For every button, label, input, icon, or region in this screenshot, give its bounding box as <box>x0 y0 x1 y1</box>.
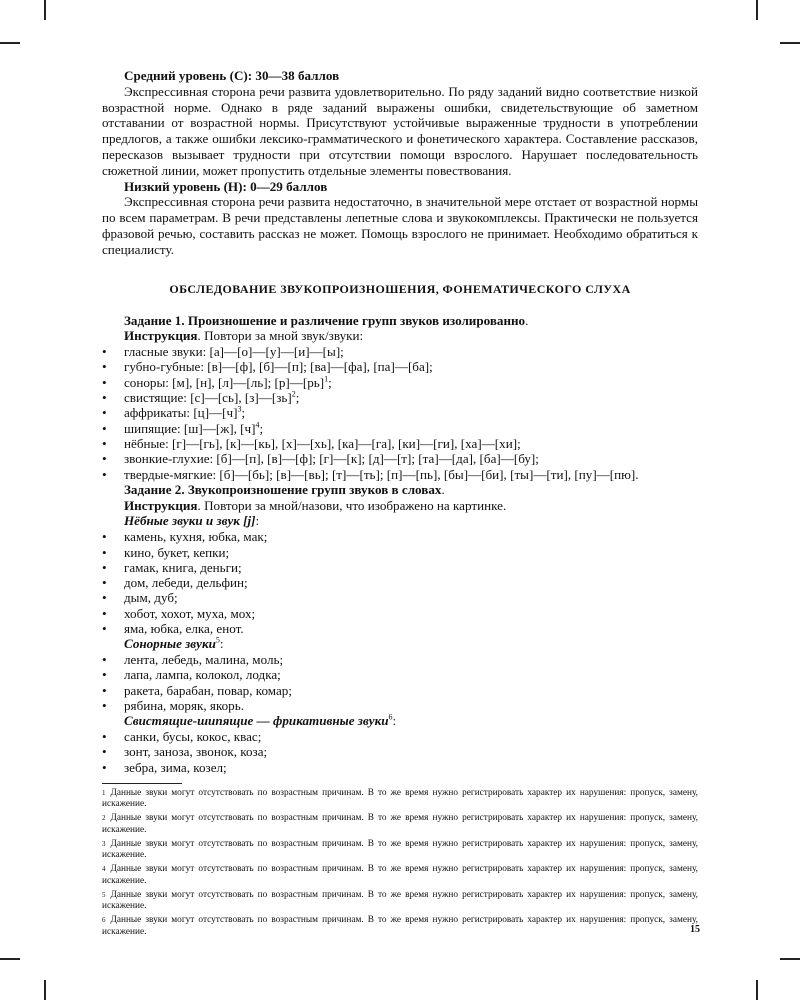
list-item: • лента, лебедь, малина, моль; <box>102 652 698 667</box>
crop-mark-top-left <box>44 0 46 20</box>
list-item: • губно-губные: [в]—[ф], [б]—[п]; [ва]—[фа], [па]—[ба]; <box>102 359 698 374</box>
task1-title: Задание 1. Произношение и различение групп звуков изолированно <box>124 312 526 328</box>
list-item: • твердые-мягкие: [б]—[бь]; [в]—[вь]; [т]—[ть]; [п]—[пь], [бы]—[би], [ты]—[ти], [пу]—[пю]. <box>102 467 698 482</box>
list-item: • свистящие: [с]—[сь], [з]—[зь]$^2$; <box>102 390 698 405</box>
footnote: $^6$ Данные звуки могут отсутствовать по возрастным причинам. В то же время нужно регистрировать характер их нарушения: пропуск, замену, искажение. <box>102 915 698 937</box>
crop-mark-bottom-right <box>756 980 758 1000</box>
footnote: $^3$ Данные звуки могут отсутствовать по возрастным причинам. В то же время нужно регистрировать характер их нарушения: пропуск, замену, искажение. <box>102 838 698 861</box>
crop-mark-left-bottom <box>0 958 20 960</box>
task1-instruction-text: . Повтори за мной звук/звуки: <box>197 328 364 344</box>
list-item: • санки, бусы, кокос, квас; <box>102 729 698 744</box>
task2-instruction <box>102 498 698 514</box>
level-n-text: Экспрессивная сторона речи развита недостаточно, в значительной мере отстает от возрастной нормы по всем параметрам. В речи представлены лепетные слова и звукокомплексы. Практически не пользуется фразовой речью, составить рассказ не может. Помощь взрослого не принимает. Необходимо обратиться к специалисту. <box>102 194 698 257</box>
list-item: • кино, букет, кепки; <box>102 545 698 560</box>
footnote-ref: 1 <box>324 374 329 384</box>
list-item: • звонкие-глухие: [б]—[п], [в]—[ф]; [г]—[к]; [д]—[т]; [та]—[да], [ба]—[бу]; <box>102 451 698 466</box>
group-list-fricative <box>102 729 698 775</box>
footnote: $^2$ Данные звуки могут отсутствовать по возрастным причинам. В то же время нужно регистрировать характер их нарушения: пропуск, замену, искажение. <box>102 813 698 835</box>
task2-title-line <box>102 482 698 498</box>
task2-title: Задание 2. Звукопроизношение групп звуков в словах <box>124 481 442 497</box>
group-heading-fricative: Свистящие-шипящие — фрикативные звуки$^6$: <box>124 712 397 729</box>
page-body <box>102 68 698 941</box>
page-number: 15 <box>690 924 700 935</box>
footnote: $^1$ Данные звуки могут отсутствовать по возрастным причинам. В то же время нужно регистрировать характер их нарушения: пропуск, замену, искажение. <box>102 787 698 810</box>
list-item: • ракета, барабан, повар, комар; <box>102 683 698 698</box>
list-item: • гамак, книга, деньги; <box>102 560 698 575</box>
group-list-palatal <box>102 529 698 636</box>
crop-mark-bottom-left <box>44 980 46 1000</box>
group-list-sonorant <box>102 652 698 713</box>
section-title: ОБСЛЕДОВАНИЕ ЗВУКОПРОИЗНОШЕНИЯ, ФОНЕМАТИЧЕСКОГО СЛУХА <box>169 281 631 296</box>
level-n-heading: Низкий уровень (Н): 0—29 баллов <box>124 178 328 194</box>
footnotes <box>102 788 698 939</box>
crop-mark-right-bottom <box>780 958 800 960</box>
footnote-ref: 5 <box>215 635 220 645</box>
list-item: • шипящие: [ш]—[ж], $[ч]^4$; <box>102 421 698 436</box>
footnote-divider <box>102 783 182 784</box>
task2-instruction-text: . Повтори за мной/назови, что изображено на картинке. <box>197 497 507 513</box>
crop-mark-left-top <box>0 42 20 44</box>
list-item: • зебра, зима, козел; <box>102 760 698 775</box>
footnote-ref: 4 <box>255 420 260 430</box>
list-item: • яма, юбка, елка, енот. <box>102 621 698 636</box>
task1-title-end: . <box>525 312 529 328</box>
task2-title-end: . <box>441 481 445 497</box>
task1-list <box>102 344 698 482</box>
level-c-text: Экспрессивная сторона речи развита удовлетворительно. По ряду заданий видно соответствие низкой возрастной норме. Однако в ряде заданий выражены ошибки, свидетельствующие об заметном отставании от возрастной нормы. Присутствуют устойчивые выраженные трудности в употреблении предлогов, а также ошибки лексико-грамматического и фонетического характера. Составление рассказов, пересказов вызывает трудности при отсутствии помощи взрослого. Нарушает последовательность сюжетной линии, может пропустить отдельные элементы повествования. <box>102 83 698 178</box>
footnote-ref: 6 <box>388 712 393 722</box>
crop-mark-right-top <box>780 42 800 44</box>
footnote: $^4$ Данные звуки могут отсутствовать по возрастным причинам. В то же время нужно регистрировать характер их нарушения: пропуск, замену, искажение. <box>102 864 698 886</box>
list-item: • рябина, моряк, якорь. <box>102 698 698 713</box>
list-item: • соноры: [м], [н], [л]—[ль]; [р]—[рь]$^1$; <box>102 375 698 390</box>
crop-mark-top-right <box>756 0 758 20</box>
list-item: • камень, кухня, юбка, мак; <box>102 529 698 544</box>
list-item: • дом, лебеди, дельфин; <box>102 575 698 590</box>
list-item: • хобот, хохот, муха, мох; <box>102 606 698 621</box>
task2-instruction-label: Инструкция <box>124 497 198 513</box>
footnote-ref: 2 <box>291 389 296 399</box>
level-c-heading: Средний уровень (С): 30—38 баллов <box>124 68 340 83</box>
list-item: • нёбные: [г]—[гь], [к]—[кь], [х]—[хь], [ка]—[га], [ки]—[ги], [ха]—[хи]; <box>102 436 698 451</box>
list-item: • аффрикаты: $[ц]—[ч]^3$; <box>102 405 698 420</box>
list-item: • дым, дуб; <box>102 590 698 605</box>
footnote: $^5$ Данные звуки могут отсутствовать по возрастным причинам. В то же время нужно регистрировать характер их нарушения: пропуск, замену, искажение. <box>102 889 698 912</box>
group-heading-sonorant: Сонорные звуки$^5$: <box>124 635 224 652</box>
group-heading-palatal: Нёбные звуки и звук [j]: <box>124 513 260 529</box>
task1-instruction <box>102 328 698 344</box>
list-item: • гласные звуки: [а]—[о]—[у]—[и]—[ы]; <box>102 344 698 359</box>
footnote-ref: 3 <box>237 404 242 414</box>
list-item: • лапа, лампа, колокол, лодка; <box>102 667 698 682</box>
task1-instruction-label: Инструкция <box>124 328 198 344</box>
task1-title-line <box>102 313 698 329</box>
list-item: • зонт, заноза, звонок, коза; <box>102 744 698 759</box>
